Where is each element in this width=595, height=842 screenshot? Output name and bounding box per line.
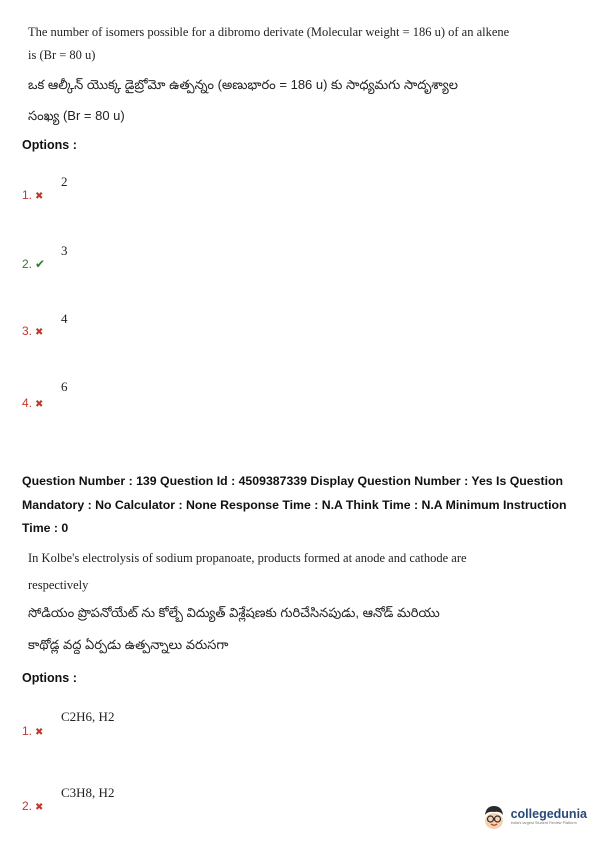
- logo-brand: collegedunia: [510, 807, 587, 821]
- option-value: C2H6, H2: [61, 709, 115, 724]
- option-value: 3: [61, 243, 68, 258]
- question-telugu-line: సంఖ్య (Br = 80 u): [28, 108, 125, 123]
- question-text-line: In Kolbe's electrolysis of sodium propanoate, products formed at anode and cathode are: [28, 551, 467, 565]
- option-value: 4: [61, 311, 68, 326]
- options-label: Options :: [22, 138, 77, 152]
- collegedunia-logo[interactable]: [482, 804, 587, 830]
- option-number: [22, 322, 43, 340]
- cross-icon: ✖: [35, 727, 44, 738]
- option-index: 1.: [22, 724, 33, 738]
- question-telugu-line: కాథోడ్ల వద్ద ఏర్పడు ఉత్పన్నాలు వరుసగా: [28, 637, 229, 652]
- option-value: 6: [61, 379, 68, 394]
- question-metadata: [22, 470, 582, 541]
- option-number: [22, 797, 43, 815]
- option-value: C3H8, H2: [61, 785, 115, 800]
- options-label: Options :: [22, 671, 77, 685]
- option-index: 4.: [22, 396, 33, 410]
- cross-icon: ✖: [35, 399, 44, 410]
- question-telugu-line: ఒక ఆల్కీన్ యొక్క డైబ్రోమో ఉత్పన్నం (అణుభారం = 186 u) కు సాధ్యమగు సాదృశ్యాల: [28, 77, 458, 92]
- question-telugu-line: సోడియం ప్రొపనోయేట్ ను కోల్బే విద్యుత్ విశ్లేషణకు గురిచేసినపుడు, ఆనోడ్ మరియు: [28, 605, 440, 620]
- option-number: [22, 186, 43, 204]
- option-index: 2.: [22, 799, 33, 813]
- mascot-icon: [482, 804, 506, 830]
- cross-icon: ✖: [35, 802, 44, 813]
- option-number: [22, 255, 45, 273]
- option-index: 1.: [22, 188, 33, 202]
- option-index: 2.: [22, 257, 33, 271]
- logo-tagline: India's largest Student Review Platform: [510, 821, 577, 825]
- question-text-line: The number of isomers possible for a dibromo derivate (Molecular weight = 186 u) of an alkene: [28, 25, 510, 39]
- check-icon: ✔: [35, 257, 46, 271]
- option-value: 2: [61, 174, 68, 189]
- option-number: [22, 394, 43, 412]
- logo-text: [511, 808, 587, 826]
- question-metadata-line: Mandatory : No Calculator : None Response Time : N.A Think Time : N.A Minimum Instruction: [22, 497, 567, 512]
- question-metadata-line: Time : 0: [22, 521, 69, 535]
- question-text-line: respectively: [28, 578, 89, 592]
- cross-icon: ✖: [35, 191, 44, 202]
- question-metadata-line: Question Number : 139 Question Id : 4509387339 Display Question Number : Yes Is Question: [22, 474, 564, 488]
- question-text-line: is (Br = 80 u): [28, 48, 96, 62]
- cross-icon: ✖: [35, 327, 44, 338]
- option-index: 3.: [22, 324, 33, 338]
- option-number: [22, 722, 43, 740]
